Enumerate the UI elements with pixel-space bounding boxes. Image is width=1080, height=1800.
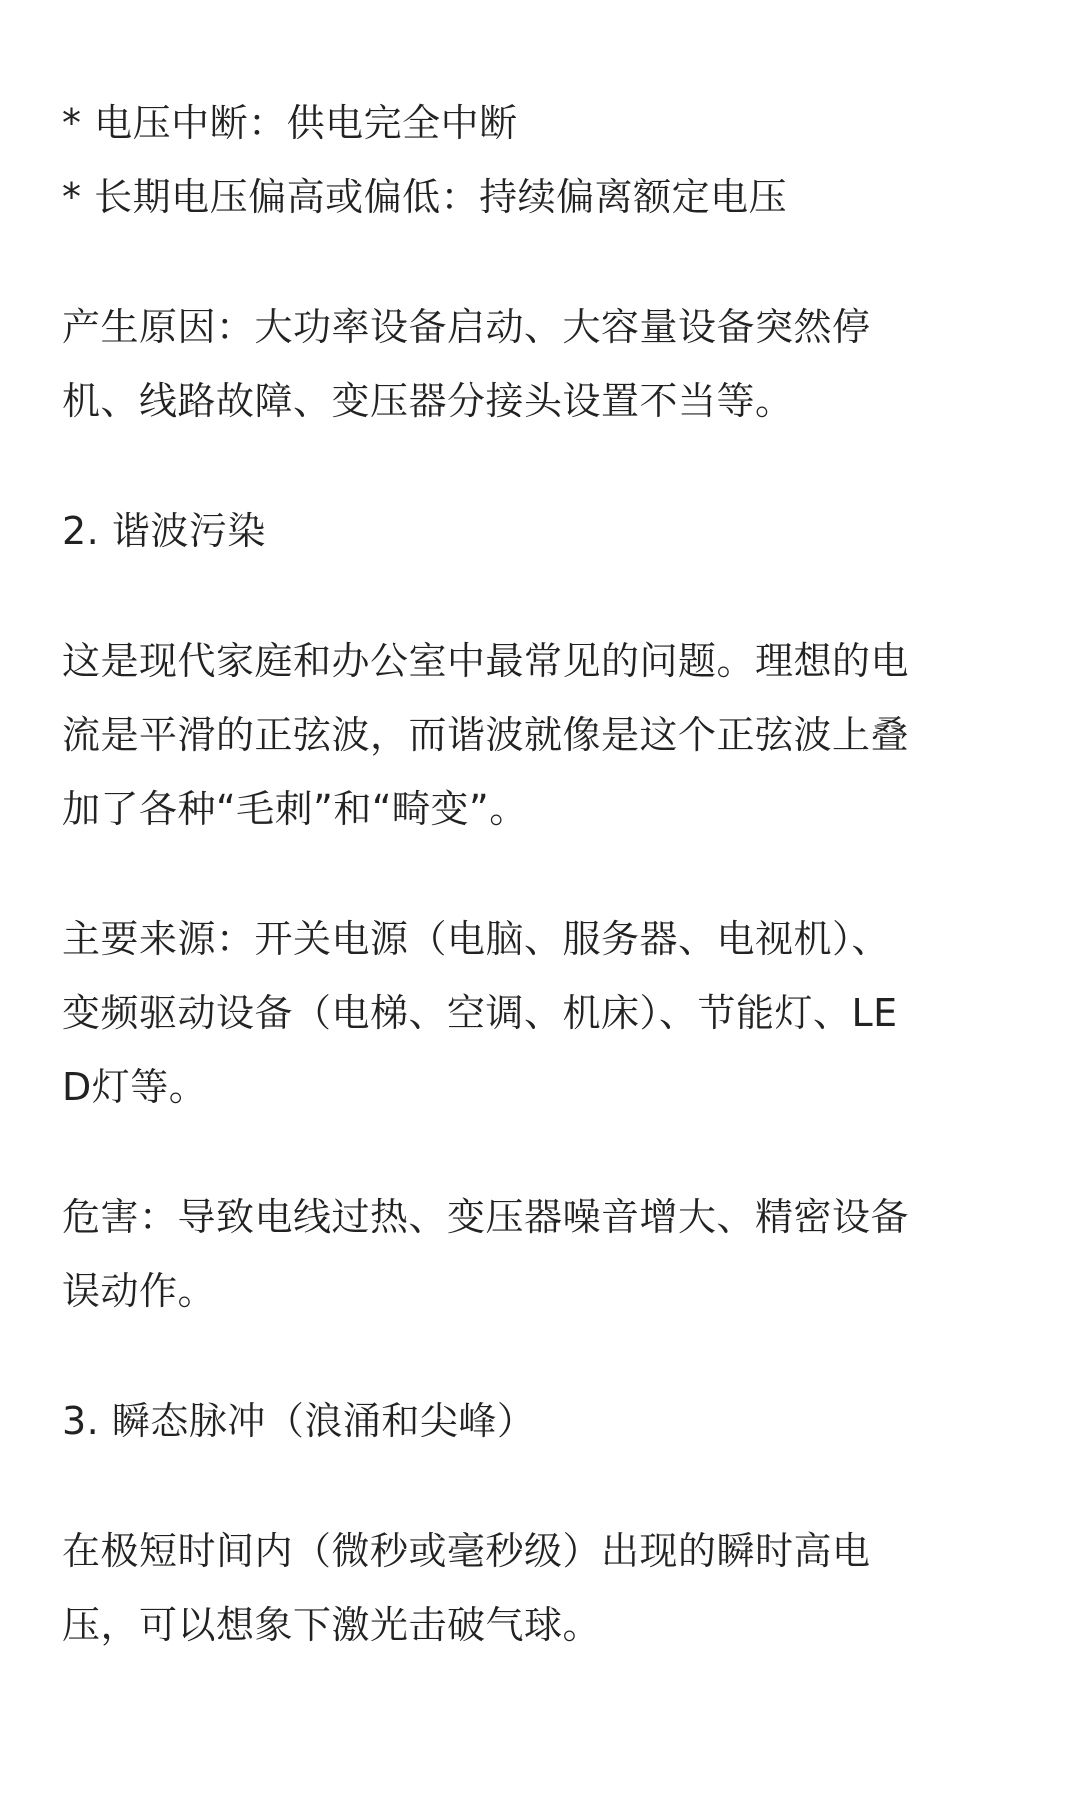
harmonics-sources-line-3: D灯等。	[62, 1065, 208, 1109]
harmonics-intro-line-2: 流是平滑的正弦波，而谐波就像是这个正弦波上叠	[62, 713, 910, 757]
harmonics-intro-paragraph	[62, 624, 1022, 846]
harmonics-sources-paragraph	[62, 902, 1022, 1124]
harmonics-intro-line-3: 加了各种“毛刺”和“畸变”。	[62, 787, 528, 831]
bullet-long-term-voltage-deviation: * 长期电压偏高或偏低：持续偏离额定电压	[62, 175, 788, 219]
spacer	[62, 1124, 1022, 1180]
harmonics-sources-line-2: 变频驱动设备（电梯、空调、机床）、节能灯、LE	[62, 991, 898, 1035]
cause-line-2: 机、线路故障、变压器分接头设置不当等。	[62, 379, 794, 423]
spacer	[62, 846, 1022, 902]
spacer	[62, 568, 1022, 624]
spacer	[62, 1458, 1022, 1514]
spacer	[62, 1328, 1022, 1384]
article-body	[62, 86, 1022, 1662]
cause-paragraph	[62, 290, 1022, 438]
harmonics-harm-paragraph	[62, 1180, 1022, 1328]
bullet-list	[62, 86, 1022, 234]
transients-intro-line-2: 压，可以想象下激光击破气球。	[62, 1603, 602, 1647]
section-heading-transients: 3. 瞬态脉冲（浪涌和尖峰）	[62, 1399, 536, 1443]
bullet-voltage-interruption: * 电压中断：供电完全中断	[62, 101, 518, 145]
spacer	[62, 234, 1022, 290]
harmonics-harm-line-1: 危害：导致电线过热、变压器噪音增大、精密设备	[62, 1195, 910, 1239]
harmonics-harm-line-2: 误动作。	[62, 1269, 217, 1313]
harmonics-sources-line-1: 主要来源：开关电源（电脑、服务器、电视机）、	[62, 917, 891, 961]
cause-line-1: 产生原因：大功率设备启动、大容量设备突然停	[62, 305, 871, 349]
harmonics-intro-line-1: 这是现代家庭和办公室中最常见的问题。理想的电	[62, 639, 910, 683]
transients-intro-line-1: 在极短时间内（微秒或毫秒级）出现的瞬时高电	[62, 1529, 871, 1573]
section-heading-harmonics: 2. 谐波污染	[62, 509, 266, 553]
transients-intro-paragraph	[62, 1514, 1022, 1662]
spacer	[62, 438, 1022, 494]
